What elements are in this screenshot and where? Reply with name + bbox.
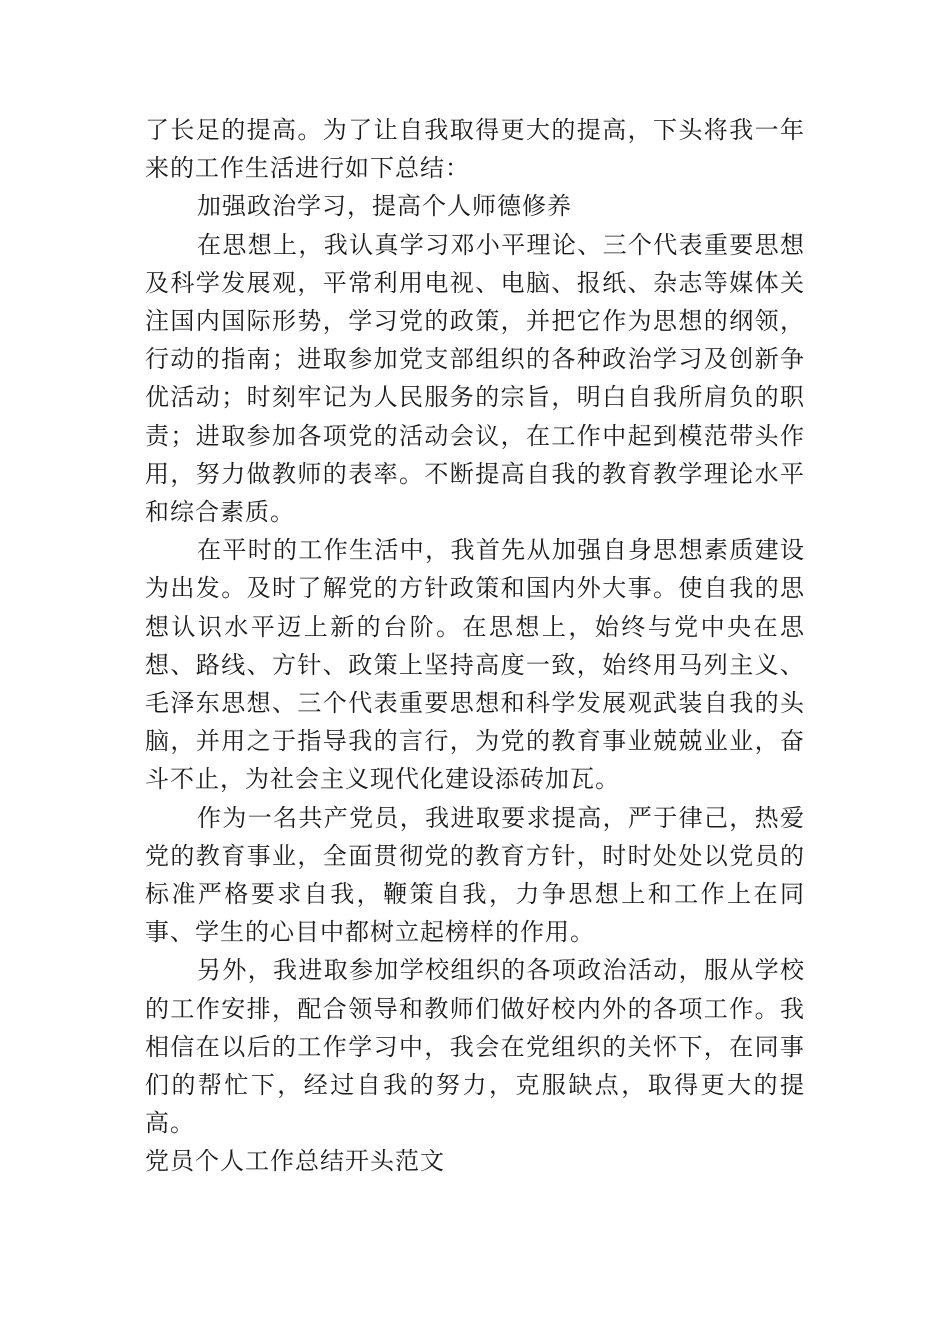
next-article-title: 党员个人工作总结开头范文 (145, 1147, 445, 1176)
paragraph-ideology: 在思想上，我认真学习邓小平理论、三个代表重要思想及科学发展观，平常利用电视、电脑、报纸、杂志等媒体关注国内国际形势，学习党的政策，并把它作为思想的纲领，行动的指南；进取参加党支部组织的各种政治学习及创新争优活动；时刻牢记为人民服务的宗旨，明白自我所肩负的职责；进取参加各项党的活动会议，在工作中起到模范带头作用，努力做教师的表率。不断提高自我的教育教学理论水平和综合素质。 (145, 230, 805, 527)
paragraph-activities: 另外，我进取参加学校组织的各项政治活动，服从学校的工作安排，配合领导和教师们做好校内外的各项工作。我相信在以后的工作学习中，我会在党组织的关怀下，在同事们的帮忙下，经过自我的努力，克服缺点，取得更大的提高。 (145, 956, 805, 1138)
document-body (145, 111, 805, 1181)
section-heading: 加强政治学习，提高个人师德修养 (197, 192, 572, 221)
paragraph-continuation: 了长足的提高。为了让自我取得更大的提高，下头将我一年来的工作生活进行如下总结： (145, 116, 805, 183)
paragraph-party-member: 作为一名共产党员，我进取要求提高，严于律己，热爱党的教育事业，全面贯彻党的教育方针，时时处处以党员的标准严格要求自我，鞭策自我，力争思想上和工作上在同事、学生的心目中都树立起榜样的作用。 (145, 803, 805, 947)
paragraph-daily-work: 在平时的工作生活中，我首先从加强自身思想素质建设为出发。及时了解党的方针政策和国内外大事。使自我的思想认识水平迈上新的台阶。在思想上，始终与党中央在思想、路线、方针、政策上坚持高度一致，始终用马列主义、毛泽东思想、三个代表重要思想和科学发展观武装自我的头脑，并用之于指导我的言行，为党的教育事业兢兢业业，奋斗不止，为社会主义现代化建设添砖加瓦。 (145, 536, 805, 794)
